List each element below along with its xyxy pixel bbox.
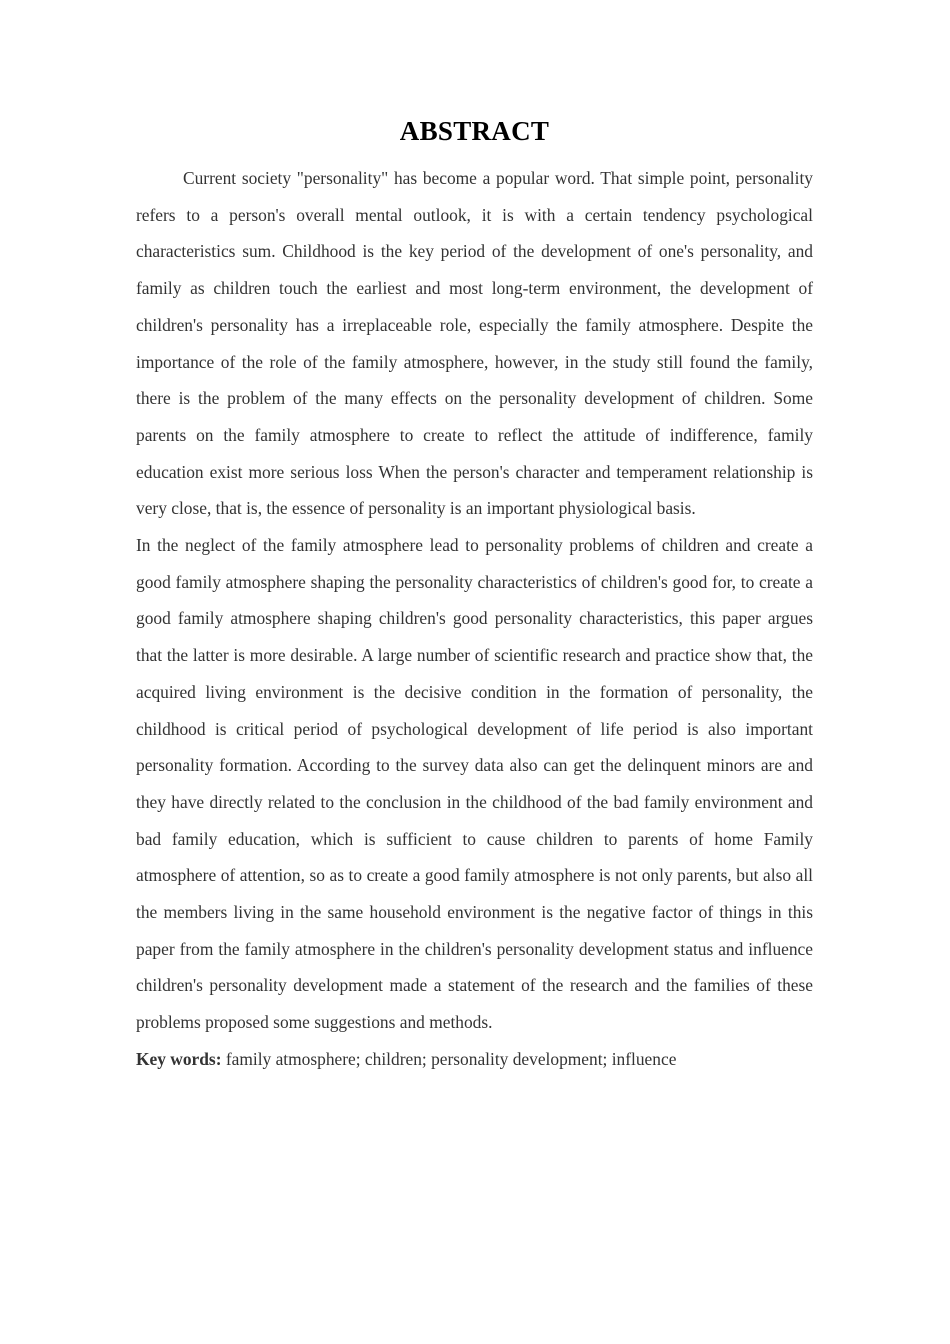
abstract-paragraph-2: In the neglect of the family atmosphere lead to personality problems of children and create a good family atmosphere shaping the personality characteristics of children's good for, to create a good family atmosphere shaping children's good personality characteristics, this paper argues that the latter is more desirable. A large number of scientific research and practice show that, the acquired living environment is the decisive condition in the formation of personality, the childhood is critical period of psychological development of life period is also important personality formation. According to the survey data also can get the delinquent minors are and they have directly related to the conclusion in the childhood of the bad family environment and bad family education, which is sufficient to cause children to parents of home Family atmosphere of attention, so as to create a good family atmosphere is not only parents, but also all the members living in the same household environment is the negative factor of things in this paper from the family atmosphere in the children's personality development status and influence children's personality development made a statement of the research and the families of these problems proposed some suggestions and methods. [136, 535, 813, 1033]
keywords-line [136, 1041, 813, 1078]
keywords-text: family atmosphere; children; personality development; influence [221, 1048, 677, 1069]
abstract-title: ABSTRACT [399, 116, 550, 146]
keywords-label: Key words: [136, 1048, 222, 1069]
document-page [136, 112, 813, 1078]
abstract-paragraph-1: Current society "personality" has become a popular word. That simple point, personality refers to a person's overall mental outlook, it is with a certain tendency psychological characteristics sum. Childhood is the key period of the development of one's personality, and family as children touch the earliest and most long-term environment, the development of children's personality has a irreplaceable role, especially the family atmosphere. Despite the importance of the role of the family atmosphere, however, in the study still found the family, there is the problem of the many effects on the personality development of children. Some parents on the family atmosphere to create to reflect the attitude of indifference, family education exist more serious loss When the person's character and temperament relationship is very close, that is, the essence of personality is an important physiological basis. [136, 168, 813, 519]
